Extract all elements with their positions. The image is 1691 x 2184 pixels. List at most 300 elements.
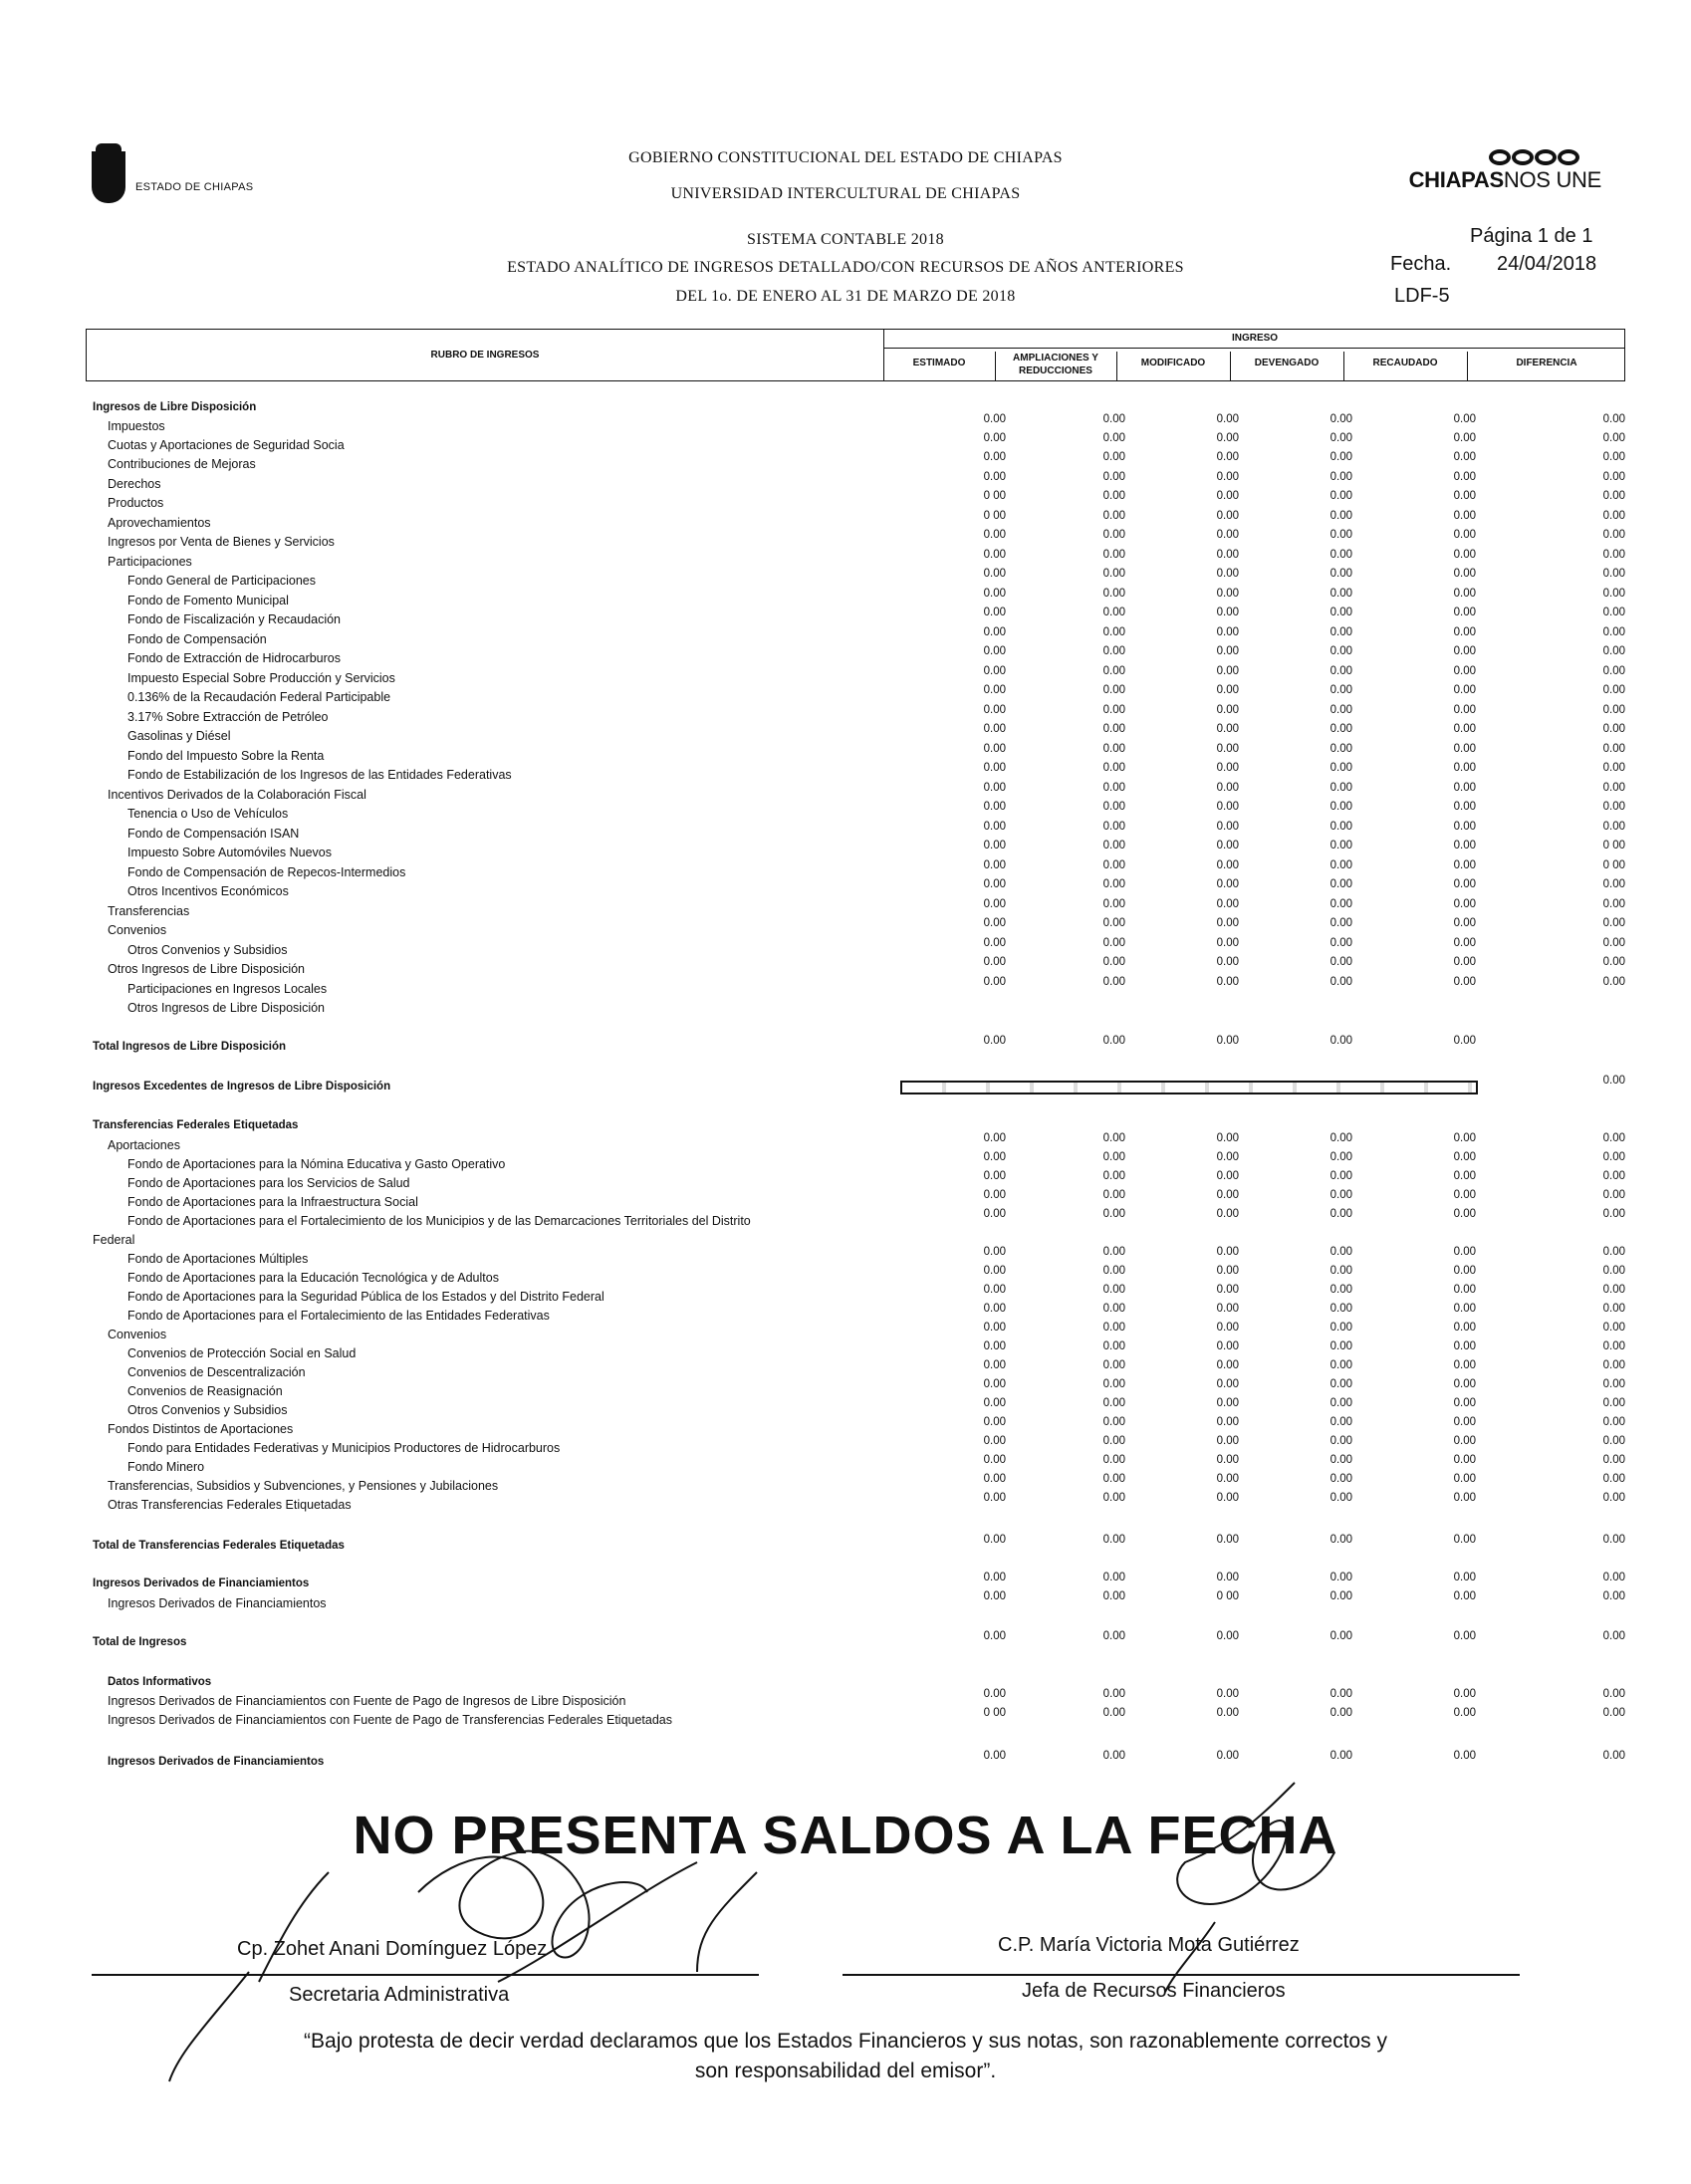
cell-value: 0.00	[1602, 1322, 1625, 1334]
cell-value: 0.00	[1453, 1688, 1476, 1700]
cell-value: 0.00	[1329, 490, 1352, 502]
cell-value: 0.00	[1216, 821, 1239, 833]
cell-value: 0.00	[1216, 1454, 1239, 1466]
cell-value: 0.00	[1329, 840, 1352, 851]
cell-value: 0.00	[983, 626, 1006, 638]
cell-value: 0.00	[1216, 1359, 1239, 1371]
row-label: Transferencias	[108, 904, 190, 918]
cell-value: 0.00	[1329, 451, 1352, 463]
row-label: Incentivos Derivados de la Colaboración Fiscal	[108, 788, 366, 802]
row-label: Transferencias Federales Etiquetadas	[93, 1119, 299, 1131]
cell-value: 0.00	[1102, 1322, 1125, 1334]
cell-value: 0.00	[1602, 645, 1625, 657]
cell-value: 0.00	[983, 607, 1006, 618]
cell-value: 0.00	[1216, 898, 1239, 910]
cell-value: 0.00	[1216, 762, 1239, 774]
cell-value: 0.00	[1453, 917, 1476, 929]
cell-value: 0.00	[983, 956, 1006, 968]
cell-value: 0.00	[983, 451, 1006, 463]
row-label: Otros Convenios y Subsidios	[127, 943, 288, 957]
col-modificado: MODIFICADO	[1140, 358, 1206, 368]
cell-value: 0.00	[1216, 840, 1239, 851]
left-signer-name: Cp. Zohet Anani Domínguez López	[237, 1938, 548, 1960]
cell-value: 0.00	[983, 645, 1006, 657]
cell-value: 0.00	[1329, 432, 1352, 444]
cell-value: 0.00	[1102, 1707, 1125, 1719]
cell-value: 0.00	[1102, 1416, 1125, 1428]
cell-value: 0.00	[1453, 626, 1476, 638]
table-header	[86, 329, 1625, 381]
cell-value: 0.00	[1453, 1303, 1476, 1315]
cell-value: 0.00	[1216, 510, 1239, 522]
cell-value: 0.00	[1329, 723, 1352, 735]
cell-value: 0.00	[983, 1284, 1006, 1296]
row-label: Fondo de Aportaciones para el Fortalecimiento de los Municipios y de las Demarcaciones Territoriales del Distrito	[127, 1214, 751, 1228]
cell-value: 0.00	[1216, 723, 1239, 735]
cell-value: 0.00	[1216, 626, 1239, 638]
cell-value: 0.00	[1102, 782, 1125, 794]
cell-value: 0.00	[983, 840, 1006, 851]
cell-value: 0.00	[1216, 1416, 1239, 1428]
cell-value: 0.00	[1453, 1590, 1476, 1602]
row-label: Cuotas y Aportaciones de Seguridad Socia	[108, 438, 345, 452]
cell-value: 0.00	[1453, 684, 1476, 696]
cell-value: 0.00	[1102, 976, 1125, 988]
cell-value: 0.00	[1102, 1151, 1125, 1163]
cell-value: 0.00	[1602, 471, 1625, 483]
cell-value: 0.00	[1453, 1189, 1476, 1201]
cell-value: 0.00	[1453, 976, 1476, 988]
cell-value: 0.00	[1102, 1397, 1125, 1409]
cell-value: 0.00	[1329, 1035, 1352, 1047]
cell-value: 0.00	[1329, 1246, 1352, 1258]
left-signature-line	[92, 1974, 759, 1976]
cell-value: 0.00	[1216, 665, 1239, 677]
cell-value: 0.00	[983, 1397, 1006, 1409]
cell-value: 0.00	[1216, 956, 1239, 968]
row-label: Fondo de Extracción de Hidrocarburos	[127, 651, 342, 665]
cell-value: 0.00	[1602, 1454, 1625, 1466]
cell-value: 0.00	[983, 549, 1006, 561]
cell-value: 0.00	[1329, 1189, 1352, 1201]
cell-value: 0.00	[983, 1590, 1006, 1602]
cell-value: 0.00	[1216, 1707, 1239, 1719]
cell-value: 0.00	[1602, 782, 1625, 794]
row-label: Fondo para Entidades Federativas y Municipios Productores de Hidrocarburos	[127, 1441, 561, 1455]
row-label: Otros Convenios y Subsidios	[127, 1403, 288, 1417]
chiapas-brand-logo	[1382, 149, 1601, 193]
col-recaudado: RECAUDADO	[1372, 358, 1438, 368]
cell-value: 0.00	[983, 762, 1006, 774]
cell-value: 0.00	[1453, 1492, 1476, 1504]
cell-value: 0.00	[1602, 1303, 1625, 1315]
row-label: Datos Informativos	[108, 1676, 212, 1688]
rubro-header: RUBRO DE INGRESOS	[430, 350, 540, 361]
university-title: UNIVERSIDAD INTERCULTURAL DE CHIAPAS	[670, 185, 1021, 202]
cell-value: 0.00	[1453, 607, 1476, 618]
cell-value: 0.00	[1602, 626, 1625, 638]
cell-value: 0.00	[1102, 937, 1125, 949]
cell-value: 0.00	[1602, 1590, 1625, 1602]
cell-value: 0.00	[1329, 1473, 1352, 1485]
cell-value: 0.00	[1102, 743, 1125, 755]
cell-value: 0.00	[1602, 1572, 1625, 1583]
cell-value: 0.00	[983, 1340, 1006, 1352]
cell-value: 0.00	[1602, 1416, 1625, 1428]
cell-value: 0.00	[1602, 1750, 1625, 1762]
cell-value: 0.00	[1216, 1189, 1239, 1201]
cell-value: 0.00	[1102, 1189, 1125, 1201]
row-label: Convenios	[108, 1328, 167, 1341]
row-label: Federal	[93, 1233, 135, 1247]
cell-value: 0.00	[1453, 1534, 1476, 1546]
cell-value: 0.00	[1216, 1170, 1239, 1182]
cell-value: 0.00	[1102, 1208, 1125, 1220]
cell-value: 0.00	[1453, 1435, 1476, 1447]
cell-value: 0.00	[1329, 956, 1352, 968]
cell-value: 0.00	[1102, 878, 1125, 890]
cell-value: 0.00	[1602, 956, 1625, 968]
cell-value: 0.00	[1102, 1534, 1125, 1546]
cell-value: 0.00	[1329, 1688, 1352, 1700]
col-devengado: DEVENGADO	[1254, 358, 1320, 368]
cell-value: 0.00	[1216, 1284, 1239, 1296]
row-label: Tenencia o Uso de Vehículos	[127, 807, 289, 821]
row-label: Aprovechamientos	[108, 516, 211, 530]
row-label: Fondo de Estabilización de los Ingresos de las Entidades Federativas	[127, 768, 512, 782]
row-label: Fondo General de Participaciones	[127, 574, 317, 588]
cell-value: 0.00	[1102, 1630, 1125, 1642]
cell-value: 0.00	[1216, 1246, 1239, 1258]
row-label: Total Ingresos de Libre Disposición	[93, 1041, 287, 1053]
cell-value: 0.00	[983, 432, 1006, 444]
cell-value: 0.00	[1216, 1378, 1239, 1390]
row-label: Otros Ingresos de Libre Disposición	[127, 1001, 326, 1015]
cell-value: 0.00	[983, 529, 1006, 541]
cell-value: 0.00	[983, 1265, 1006, 1277]
cell-value: 0.00	[1216, 588, 1239, 600]
cell-value: 0.00	[1216, 782, 1239, 794]
legal-statement-line1: “Bajo protesta de decir verdad declaramos que los Estados Financieros y sus notas, son razonablemente correctos y	[304, 2030, 1387, 2053]
cell-value: 0.00	[1602, 1208, 1625, 1220]
cell-value: 0.00	[983, 1322, 1006, 1334]
cell-value: 0.00	[1329, 1284, 1352, 1296]
cell-value: 0.00	[1102, 510, 1125, 522]
cell-value: 0.00	[1453, 1750, 1476, 1762]
row-label: Impuesto Sobre Automóviles Nuevos	[127, 846, 332, 859]
cell-value: 0.00	[1453, 1378, 1476, 1390]
cell-value: 0.00	[1453, 878, 1476, 890]
row-label: Ingresos Derivados de Financiamientos	[108, 1756, 325, 1768]
cell-value: 0.00	[1216, 684, 1239, 696]
cell-value: 0.00	[1216, 432, 1239, 444]
row-label: Fondo de Aportaciones para la Nómina Educativa y Gasto Operativo	[127, 1157, 506, 1171]
cell-value: 0.00	[1102, 762, 1125, 774]
cell-value: 0.00	[1329, 684, 1352, 696]
cell-value: 0.00	[983, 743, 1006, 755]
cell-value: 0.00	[983, 1170, 1006, 1182]
cell-value: 0.00	[983, 471, 1006, 483]
cell-value: 0.00	[1602, 1170, 1625, 1182]
row-label: Fondo de Compensación	[127, 632, 267, 646]
cell-value: 0.00	[1102, 568, 1125, 580]
cell-value: 0.00	[1329, 1492, 1352, 1504]
cell-value: 0.00	[1329, 743, 1352, 755]
cell-value: 0.00	[983, 878, 1006, 890]
cell-value: 0.00	[1453, 1208, 1476, 1220]
cell-value: 0.00	[1602, 1340, 1625, 1352]
cell-value: 0.00	[1329, 1151, 1352, 1163]
system-title: SISTEMA CONTABLE 2018	[747, 231, 944, 248]
cell-value: 0 00	[1216, 1590, 1239, 1602]
row-label: Convenios de Descentralización	[127, 1365, 306, 1379]
cell-value: 0.00	[1102, 549, 1125, 561]
cell-value: 0.00	[1329, 762, 1352, 774]
cell-value: 0.00	[983, 1454, 1006, 1466]
cell-value: 0.00	[983, 1630, 1006, 1642]
cell-value: 0.00	[1602, 1075, 1625, 1087]
cell-value: 0.00	[1216, 704, 1239, 716]
cell-value: 0 00	[1602, 859, 1625, 871]
cell-value: 0.00	[1453, 1151, 1476, 1163]
cell-value: 0.00	[1602, 1265, 1625, 1277]
cell-value: 0.00	[1602, 568, 1625, 580]
cell-value: 0.00	[1102, 529, 1125, 541]
cell-value: 0.00	[1216, 1435, 1239, 1447]
format-code: LDF-5	[1394, 285, 1450, 307]
cell-value: 0.00	[1216, 1322, 1239, 1334]
cell-value: 0.00	[1102, 1435, 1125, 1447]
rings-icon	[1382, 149, 1579, 165]
cell-value: 0.00	[1216, 1035, 1239, 1047]
cell-value: 0.00	[1102, 1378, 1125, 1390]
cell-value: 0.00	[1329, 1359, 1352, 1371]
cell-value: 0.00	[983, 665, 1006, 677]
cell-value: 0.00	[983, 568, 1006, 580]
cell-value: 0.00	[1102, 1132, 1125, 1144]
cell-value: 0.00	[1329, 898, 1352, 910]
cell-value: 0.00	[1453, 859, 1476, 871]
cell-value: 0.00	[1216, 1473, 1239, 1485]
cell-value: 0.00	[1102, 1359, 1125, 1371]
cell-value: 0.00	[1602, 937, 1625, 949]
cell-value: 0.00	[1102, 588, 1125, 600]
date-value: 24/04/2018	[1497, 253, 1597, 275]
cell-value: 0.00	[1602, 723, 1625, 735]
row-label: Fondo de Compensación ISAN	[127, 827, 300, 841]
row-label: Otros Ingresos de Libre Disposición	[108, 962, 306, 976]
cell-value: 0.00	[1329, 1630, 1352, 1642]
row-label: Aportaciones	[108, 1138, 180, 1152]
row-label: Productos	[108, 496, 164, 510]
row-label: Fondo de Aportaciones para la Infraestructura Social	[127, 1195, 418, 1209]
cell-value: 0.00	[1602, 684, 1625, 696]
row-label: Ingresos Derivados de Financiamientos con Fuente de Pago de Ingresos de Libre Disposición	[108, 1694, 626, 1708]
cell-value: 0.00	[1602, 549, 1625, 561]
cell-value: 0.00	[1102, 917, 1125, 929]
cell-value: 0.00	[1102, 1303, 1125, 1315]
row-label: Ingresos de Libre Disposición	[93, 401, 257, 413]
row-label: Fondo de Fiscalización y Recaudación	[127, 612, 342, 626]
cell-value: 0.00	[1329, 1265, 1352, 1277]
cell-value: 0.00	[1216, 1132, 1239, 1144]
cell-value: 0.00	[1453, 1340, 1476, 1352]
cell-value: 0.00	[1453, 821, 1476, 833]
cell-value: 0.00	[983, 976, 1006, 988]
cell-value: 0.00	[1602, 413, 1625, 425]
cell-value: 0.00	[1329, 1170, 1352, 1182]
cell-value: 0.00	[1453, 1170, 1476, 1182]
cell-value: 0.00	[1102, 821, 1125, 833]
row-label: Contribuciones de Mejoras	[108, 457, 256, 471]
cell-value: 0.00	[1329, 471, 1352, 483]
row-label: Fondo de Aportaciones para el Fortalecimiento de las Entidades Federativas	[127, 1309, 550, 1323]
cell-value: 0.00	[1602, 1132, 1625, 1144]
cell-value: 0.00	[983, 1189, 1006, 1201]
cell-value: 0.00	[1329, 1322, 1352, 1334]
cell-value: 0.00	[983, 801, 1006, 813]
cell-value: 0.00	[1216, 568, 1239, 580]
cell-value: 0.00	[1453, 1359, 1476, 1371]
legal-statement	[0, 2027, 1691, 2086]
row-label: Participaciones en Ingresos Locales	[127, 982, 328, 996]
cell-value: 0.00	[983, 1750, 1006, 1762]
cell-value: 0.00	[1216, 1151, 1239, 1163]
cell-value: 0.00	[1216, 451, 1239, 463]
cell-value: 0.00	[1329, 1132, 1352, 1144]
cell-value: 0.00	[1102, 1590, 1125, 1602]
cell-value: 0.00	[1602, 588, 1625, 600]
cell-value: 0.00	[1602, 1630, 1625, 1642]
cell-value: 0 00	[983, 1707, 1006, 1719]
cell-value: 0.00	[1453, 1284, 1476, 1296]
row-label: Convenios de Protección Social en Salud	[127, 1346, 357, 1360]
excedentes-bar	[900, 1081, 1478, 1094]
cell-value: 0.00	[1602, 1378, 1625, 1390]
cell-value: 0.00	[1602, 801, 1625, 813]
cell-value: 0.00	[1453, 432, 1476, 444]
cell-value: 0.00	[1602, 1473, 1625, 1485]
cell-value: 0.00	[1216, 413, 1239, 425]
cell-value: 0.00	[1453, 956, 1476, 968]
cell-value: 0.00	[983, 1435, 1006, 1447]
cell-value: 0.00	[1102, 1340, 1125, 1352]
cell-value: 0.00	[1216, 878, 1239, 890]
cell-value: 0.00	[983, 1572, 1006, 1583]
cell-value: 0.00	[1453, 782, 1476, 794]
cell-value: 0.00	[1329, 782, 1352, 794]
cell-value: 0.00	[1453, 762, 1476, 774]
cell-value: 0.00	[1329, 704, 1352, 716]
cell-value: 0.00	[1329, 1340, 1352, 1352]
cell-value: 0.00	[1602, 762, 1625, 774]
cell-value: 0.00	[1453, 1473, 1476, 1485]
cell-value: 0.00	[1102, 1170, 1125, 1182]
row-label: 0.136% de la Recaudación Federal Participable	[127, 690, 391, 704]
row-label: Impuestos	[108, 419, 165, 433]
cell-value: 0.00	[983, 1151, 1006, 1163]
cell-value: 0.00	[1216, 1340, 1239, 1352]
cell-value: 0.00	[1602, 917, 1625, 929]
cell-value: 0.00	[1102, 607, 1125, 618]
row-label: Participaciones	[108, 555, 192, 569]
cell-value: 0.00	[1602, 1492, 1625, 1504]
cell-value: 0.00	[1216, 1534, 1239, 1546]
cell-value: 0.00	[1602, 451, 1625, 463]
cell-value: 0.00	[1216, 976, 1239, 988]
right-signature-line	[843, 1974, 1520, 1976]
cell-value: 0.00	[1329, 1750, 1352, 1762]
cell-value: 0.00	[1602, 510, 1625, 522]
cell-value: 0.00	[1329, 917, 1352, 929]
cell-value: 0.00	[1602, 821, 1625, 833]
cell-value: 0.00	[1602, 432, 1625, 444]
cell-value: 0.00	[1453, 1132, 1476, 1144]
cell-value: 0.00	[1216, 549, 1239, 561]
cell-value: 0.00	[1216, 490, 1239, 502]
cell-value: 0.00	[1102, 645, 1125, 657]
cell-value: 0.00	[983, 782, 1006, 794]
cell-value: 0.00	[1216, 529, 1239, 541]
cell-value: 0.00	[1329, 607, 1352, 618]
row-label: Ingresos Derivados de Financiamientos con Fuente de Pago de Transferencias Federales Etiquetadas	[108, 1713, 672, 1727]
cell-value: 0.00	[1453, 898, 1476, 910]
cell-value: 0.00	[1102, 1492, 1125, 1504]
cell-value: 0.00	[1329, 1416, 1352, 1428]
cell-value: 0.00	[1329, 549, 1352, 561]
cell-value: 0.00	[1602, 1707, 1625, 1719]
col-estimado: ESTIMADO	[912, 358, 966, 368]
cell-value: 0.00	[983, 1473, 1006, 1485]
cell-value: 0.00	[1102, 413, 1125, 425]
cell-value: 0.00	[1216, 1265, 1239, 1277]
cell-value: 0.00	[1453, 413, 1476, 425]
cell-value: 0.00	[1602, 704, 1625, 716]
cell-value: 0.00	[1602, 1397, 1625, 1409]
cell-value: 0.00	[1329, 937, 1352, 949]
row-label: Ingresos Derivados de Financiamientos	[93, 1577, 310, 1589]
cell-value: 0.00	[1102, 723, 1125, 735]
cell-value: 0.00	[1329, 626, 1352, 638]
cell-value: 0.00	[1453, 1572, 1476, 1583]
cell-value: 0.00	[1329, 588, 1352, 600]
cell-value: 0.00	[983, 917, 1006, 929]
cell-value: 0.00	[1453, 549, 1476, 561]
cell-value: 0.00	[1453, 1454, 1476, 1466]
cell-value: 0.00	[983, 723, 1006, 735]
cell-value: 0.00	[1453, 1397, 1476, 1409]
cell-value: 0.00	[1453, 451, 1476, 463]
cell-value: 0.00	[983, 1035, 1006, 1047]
cell-value: 0.00	[1453, 1416, 1476, 1428]
cell-value: 0.00	[983, 859, 1006, 871]
row-label: Fondo de Aportaciones para los Servicios de Salud	[127, 1176, 410, 1190]
col-diferencia: DIFERENCIA	[1516, 358, 1577, 368]
legal-statement-line2: son responsabilidad del emisor”.	[694, 2060, 997, 2082]
page-indicator: Página 1 de 1	[1470, 225, 1593, 247]
cell-value: 0.00	[1102, 432, 1125, 444]
cell-value: 0.00	[1453, 1035, 1476, 1047]
cell-value: 0.00	[1329, 1590, 1352, 1602]
row-label: Fondo de Compensación de Repecos-Intermedios	[127, 865, 406, 879]
cell-value: 0.00	[1102, 1265, 1125, 1277]
row-label: Ingresos por Venta de Bienes y Servicios	[108, 535, 335, 549]
row-label: Otras Transferencias Federales Etiquetadas	[108, 1498, 352, 1512]
cell-value: 0.00	[1329, 568, 1352, 580]
cell-value: 0.00	[1102, 1473, 1125, 1485]
cell-value: 0.00	[983, 821, 1006, 833]
cell-value: 0.00	[1602, 1534, 1625, 1546]
